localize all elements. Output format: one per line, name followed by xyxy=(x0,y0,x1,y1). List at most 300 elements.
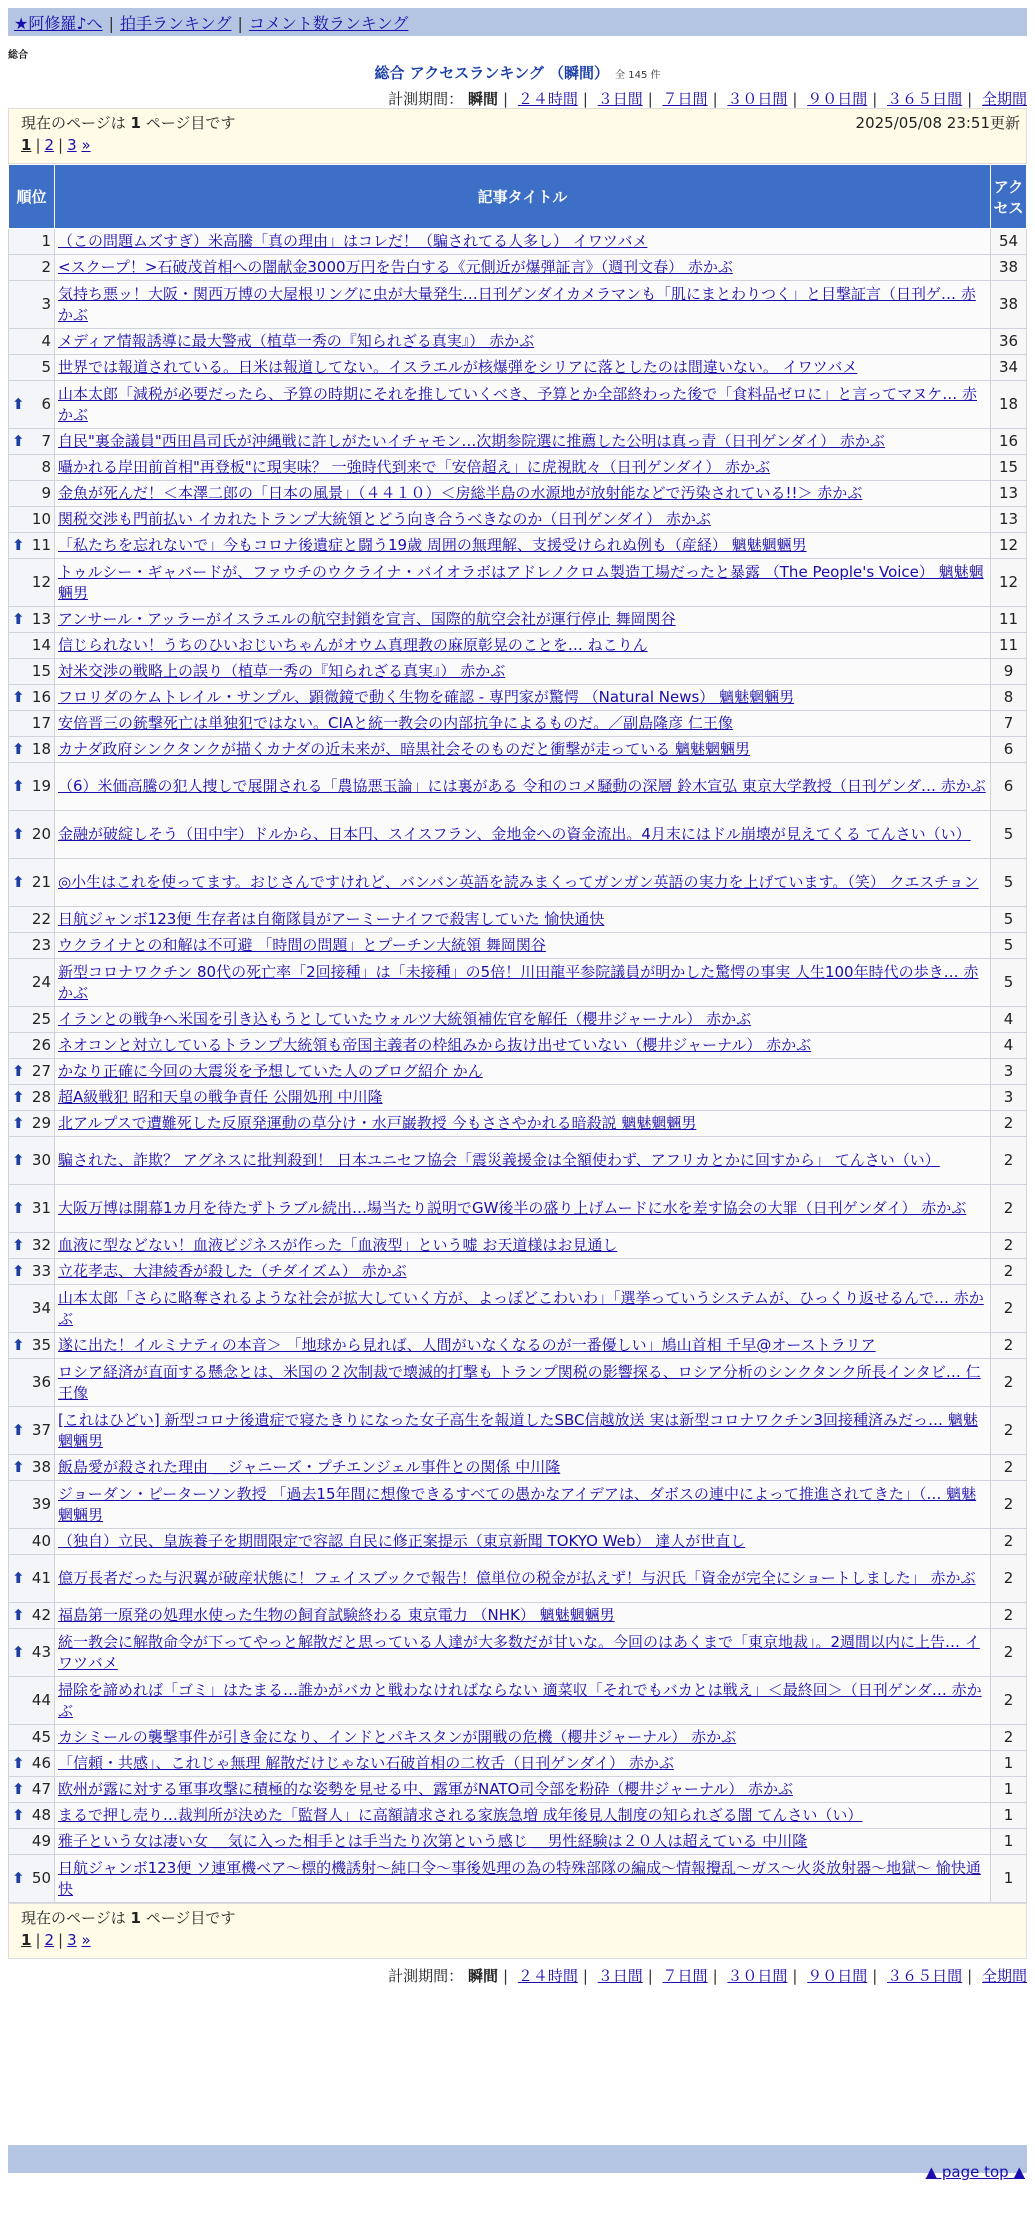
access-count: 2 xyxy=(991,1333,1027,1359)
rank-number: 42 xyxy=(31,1606,51,1624)
table-row xyxy=(9,711,1027,737)
article-title-link[interactable]: 気持ち悪ッ！大阪・関西万博の大屋根リングに虫が大量発生…日刊ゲンダイカメラマンも「肌にまとわりつく」と目撃証言（日刊ゲ… 赤かぶ xyxy=(58,284,976,324)
rank-cell xyxy=(9,1007,55,1033)
table-row xyxy=(9,229,1027,255)
article-title-link[interactable]: まるで押し売り…裁判所が決めた「監督人」に高額請求される家族急増 成年後見人制度の知られざる闇 てんさい（い） xyxy=(58,1806,863,1824)
access-count: 3 xyxy=(991,1085,1027,1111)
title-cell xyxy=(55,859,991,907)
table-row xyxy=(9,1007,1027,1033)
rank-cell xyxy=(9,659,55,685)
rank-number: 49 xyxy=(31,1832,51,1850)
nav-clap-ranking-link[interactable]: 拍手ランキング xyxy=(119,14,232,33)
nav-asyura-link[interactable]: ★阿修羅♪へ xyxy=(14,14,103,33)
table-row xyxy=(9,1725,1027,1751)
table-row xyxy=(9,1285,1027,1333)
access-count: 5 xyxy=(991,959,1027,1007)
article-title-link[interactable]: 「私たちを忘れないで」今もコロナ後遺症と闘う19歳 周囲の無理解、支援受けられぬ例も（産経） 魑魅魍魎男 xyxy=(58,536,807,554)
title-cell xyxy=(55,1233,991,1259)
title-cell xyxy=(55,1007,991,1033)
article-title-link[interactable]: かなり正確に今回の大震災を予想していた人のブログ紹介 かん xyxy=(58,1062,483,1080)
title-cell xyxy=(55,1803,991,1829)
rank-number: 36 xyxy=(31,1373,51,1391)
article-title-link[interactable]: 飯島愛が殺された理由 ＿ジャニーズ・プチエンジェル事件との関係 中川隆 xyxy=(58,1458,561,1476)
article-title-link[interactable]: 北アルプスで遭難死した反原発運動の草分け・水戸巌教授 今もささやかれる暗殺説 魑魅魍魎男 xyxy=(58,1114,697,1132)
rank-number: 38 xyxy=(31,1458,51,1476)
rank-number: 23 xyxy=(31,936,51,954)
rank-up-arrow-icon: ⬆ xyxy=(12,1458,25,1476)
table-row xyxy=(9,381,1027,429)
article-title-link[interactable]: 立花孝志、大津綾香が殺した（チダイズム） 赤かぶ xyxy=(58,1262,407,1280)
article-title-link[interactable]: 山本太郎「さらに略奪されるような社会が拡大していく方が、よっぽどこわいわ」「選挙っていうシステムが、ひっくり返せるんで… 赤かぶ xyxy=(58,1288,984,1328)
table-row xyxy=(9,959,1027,1007)
title-cell xyxy=(55,1059,991,1085)
access-count: 2 xyxy=(991,1407,1027,1455)
rank-number: 21 xyxy=(31,873,51,891)
rank-cell xyxy=(9,1777,55,1803)
title-cell xyxy=(55,329,991,355)
title-cell xyxy=(55,1629,991,1677)
article-title-link[interactable]: フロリダのケムトレイル・サンプル、顕微鏡で動く生物を確認 - 専門家が驚愕 （Natural News） 魑魅魍魎男 xyxy=(58,688,795,706)
access-count: 13 xyxy=(991,507,1027,533)
rank-number: 8 xyxy=(41,458,51,476)
access-count: 2 xyxy=(991,1185,1027,1233)
ranking-title: 総合 アクセスランキング （瞬間） xyxy=(374,64,610,82)
article-title-link[interactable]: アンサール・アッラーがイスラエルの航空封鎖を宣言、国際的航空会社が運行停止 舞岡関谷 xyxy=(58,610,676,628)
table-row xyxy=(9,1629,1027,1677)
rank-number: 17 xyxy=(31,714,51,732)
title-cell xyxy=(55,1455,991,1481)
title-cell xyxy=(55,1259,991,1285)
rank-number: 31 xyxy=(31,1199,51,1217)
access-count: 6 xyxy=(991,763,1027,811)
title-cell xyxy=(55,1185,991,1233)
access-count: 5 xyxy=(991,907,1027,933)
title-cell xyxy=(55,1137,991,1185)
rank-cell xyxy=(9,1185,55,1233)
access-count: 36 xyxy=(991,329,1027,355)
access-count: 2 xyxy=(991,1677,1027,1725)
period-365d-link[interactable]: ３６５日間 xyxy=(887,90,963,108)
period-all-link[interactable]: 全期間 xyxy=(981,90,1027,108)
rank-cell xyxy=(9,1233,55,1259)
title-cell xyxy=(55,811,991,859)
rank-up-arrow-icon: ⬆ xyxy=(12,1643,25,1661)
pager-page-2-bottom[interactable]: 2 xyxy=(44,1931,55,1949)
access-count: 13 xyxy=(991,481,1027,507)
rank-number: 7 xyxy=(41,432,51,450)
rank-number: 46 xyxy=(31,1754,51,1772)
rank-number: 25 xyxy=(31,1010,51,1028)
rank-up-arrow-icon: ⬆ xyxy=(12,1236,25,1254)
title-cell xyxy=(55,1333,991,1359)
table-row xyxy=(9,1033,1027,1059)
rank-number: 50 xyxy=(31,1869,51,1887)
article-title-link[interactable]: ウクライナとの和解は不可避 「時間の問題」とプーチン大統領 舞岡関谷 xyxy=(58,936,546,954)
period-current: 瞬間 xyxy=(467,90,498,108)
article-title-link[interactable]: 掃除を諦めれば「ゴミ」はたまる…誰かがバカと戦わなければならない 適菜収「それでもバカとは戦え」＜最終回＞（日刊ゲンダ… 赤かぶ xyxy=(58,1680,982,1720)
article-title-link[interactable]: 超A級戦犯 昭和天皇の戦争責任 公開処刑 中川隆 xyxy=(58,1088,383,1106)
rank-number: 32 xyxy=(31,1236,51,1254)
period-3d-link[interactable]: ３日間 xyxy=(597,90,643,108)
rank-cell xyxy=(9,933,55,959)
rank-up-arrow-icon: ⬆ xyxy=(12,1754,25,1772)
article-title-link[interactable]: <スクープ！>石破茂首相への闇献金3000万円を告白する《元側近が爆弾証言》（週刊文春） 赤かぶ xyxy=(58,258,733,276)
article-title-link[interactable]: 安倍晋三の銃撃死亡は単独犯ではない。CIAと統一教会の内部抗争によるものだ。／副島隆彦 仁王像 xyxy=(58,714,733,732)
article-title-link[interactable]: 新型コロナワクチン 80代の死亡率「2回接種」は「未接種」の5倍！川田龍平参院議員が明かした驚愕の事実 人生100年時代の歩き… 赤かぶ xyxy=(58,962,979,1002)
title-cell xyxy=(55,1829,991,1855)
rank-cell xyxy=(9,859,55,907)
rank-number: 39 xyxy=(31,1495,51,1513)
rank-cell xyxy=(9,1407,55,1455)
table-row xyxy=(9,1555,1027,1603)
article-title-link[interactable]: 雅子という女は凄い女 ＿気に入った相手とは手当たり次第という感じ ＿男性経験は２０人は超えている 中川隆 xyxy=(58,1832,808,1850)
title-cell xyxy=(55,1481,991,1529)
access-count: 38 xyxy=(991,255,1027,281)
rank-up-arrow-icon: ⬆ xyxy=(12,1199,25,1217)
rank-up-arrow-icon: ⬆ xyxy=(12,1336,25,1354)
rank-up-arrow-icon: ⬆ xyxy=(12,1421,25,1439)
rank-cell xyxy=(9,1033,55,1059)
rank-number: 16 xyxy=(31,688,51,706)
rank-cell xyxy=(9,737,55,763)
table-row xyxy=(9,607,1027,633)
col-title-header: 記事タイトル xyxy=(55,165,991,229)
rank-cell xyxy=(9,429,55,455)
table-row xyxy=(9,633,1027,659)
access-count: 5 xyxy=(991,933,1027,959)
rank-number: 13 xyxy=(31,610,51,628)
rank-number: 40 xyxy=(31,1532,51,1550)
access-count: 2 xyxy=(991,1259,1027,1285)
access-count: 2 xyxy=(991,1481,1027,1529)
table-row xyxy=(9,1829,1027,1855)
access-count: 4 xyxy=(991,1033,1027,1059)
title-cell xyxy=(55,229,991,255)
rank-number: 28 xyxy=(31,1088,51,1106)
rank-cell xyxy=(9,811,55,859)
pager-top: 1 | 2 | 3 » xyxy=(21,136,91,154)
article-title-link[interactable]: （6）米価高騰の犯人捜しで展開される「農協悪玉論」には裏がある 令和のコメ騒動の深層 鈴木宣弘 東京大学教授（日刊ゲンダ… 赤かぶ xyxy=(58,777,986,795)
period-30d-link[interactable]: ３０日間 xyxy=(727,90,788,108)
rank-number: 6 xyxy=(41,395,51,413)
table-row xyxy=(9,1677,1027,1725)
access-count: 2 xyxy=(991,1603,1027,1629)
access-count: 12 xyxy=(991,559,1027,607)
title-cell xyxy=(55,763,991,811)
article-title-link[interactable]: カナダ政府シンクタンクが描くカナダの近未来が、暗黒社会そのものだと衝撃が走っている 魑魅魍魎男 xyxy=(58,740,750,758)
title-cell xyxy=(55,481,991,507)
rank-number: 27 xyxy=(31,1062,51,1080)
table-row xyxy=(9,685,1027,711)
rank-number: 14 xyxy=(31,636,51,654)
table-row xyxy=(9,1137,1027,1185)
article-title-link[interactable]: 騙された、詐欺？ アグネスに批判殺到！ 日本ユニセフ協会「震災義援金は全額使わず、アフリカとかに回すから」 てんさい（い） xyxy=(58,1151,940,1169)
rank-number: 35 xyxy=(31,1336,51,1354)
table-row xyxy=(9,1333,1027,1359)
rank-number: 12 xyxy=(31,573,51,591)
rank-number: 26 xyxy=(31,1036,51,1054)
rank-cell xyxy=(9,1529,55,1555)
rank-cell xyxy=(9,1137,55,1185)
article-title-link[interactable]: ネオコンと対立しているトランプ大統領も帝国主義者の枠組みから抜け出せていない（櫻井ジャーナル） 赤かぶ xyxy=(58,1036,812,1054)
title-cell xyxy=(55,1359,991,1407)
period-90d-link[interactable]: ９０日間 xyxy=(807,90,868,108)
rank-up-arrow-icon: ⬆ xyxy=(12,873,25,891)
title-cell xyxy=(55,1555,991,1603)
rank-number: 18 xyxy=(31,740,51,758)
article-title-link[interactable]: 福島第一原発の処理水使った生物の飼育試験終わる 東京電力 （NHK） 魑魅魍魎男 xyxy=(58,1606,615,1624)
table-row xyxy=(9,429,1027,455)
title-cell xyxy=(55,559,991,607)
article-title-link[interactable]: 囁かれる岸田前首相"再登板"に現実味？ 一強時代到来で「安倍超え」に虎視眈々（日刊ゲンダイ） 赤かぶ xyxy=(58,458,771,476)
table-row xyxy=(9,507,1027,533)
title-cell xyxy=(55,455,991,481)
rank-up-arrow-icon: ⬆ xyxy=(12,1151,25,1169)
table-row xyxy=(9,1803,1027,1829)
table-row xyxy=(9,559,1027,607)
rank-cell xyxy=(9,1481,55,1529)
table-row xyxy=(9,1407,1027,1455)
article-title-link[interactable]: 統一教会に解散命令が下ってやっと解散だと思っている人達が大多数だが甘いな。今回のはあくまで「東京地裁」。2週間以内に上告… イワツバメ xyxy=(58,1632,980,1672)
title-cell xyxy=(55,1677,991,1725)
access-count: 11 xyxy=(991,633,1027,659)
access-count: 8 xyxy=(991,685,1027,711)
page-top-link[interactable]: ▲ page top ▲ xyxy=(925,2163,1025,2181)
article-title-link[interactable]: 日航ジャンボ123便 生存者は自衛隊員がアーミーナイフで殺害していた 愉快通快 xyxy=(58,910,605,928)
title-cell xyxy=(55,659,991,685)
article-title-link[interactable]: （この問題ムズすぎ）米高騰「真の理由」はコレだ！（騙されてる人多し） イワツバメ xyxy=(58,232,648,250)
rank-cell xyxy=(9,763,55,811)
table-row xyxy=(9,255,1027,281)
rank-cell xyxy=(9,1603,55,1629)
title-cell xyxy=(55,1529,991,1555)
article-title-link[interactable]: 世界では報道されている。日米は報道してない。イスラエルが核爆弾をシリアに落としたのは間違いない。 イワツバメ xyxy=(58,358,858,376)
rank-cell xyxy=(9,1855,55,1903)
rank-cell xyxy=(9,1829,55,1855)
rank-cell xyxy=(9,1359,55,1407)
article-title-link[interactable]: 「信頼・共感」、これじゃ無理 解散だけじゃない石破首相の二枚舌（日刊ゲンダイ） 赤かぶ xyxy=(58,1754,674,1772)
article-title-link[interactable]: 血液に型などない！血液ビジネスが作った「血液型」という嘘 お天道様はお見通し xyxy=(58,1236,618,1254)
pager-page-3-bottom[interactable]: 3 xyxy=(67,1931,77,1949)
rank-cell xyxy=(9,1725,55,1751)
rank-number: 30 xyxy=(31,1151,51,1169)
rank-number: 5 xyxy=(41,358,51,376)
rank-cell xyxy=(9,1085,55,1111)
pager-page-2[interactable]: 2 xyxy=(44,136,55,154)
rank-up-arrow-icon: ⬆ xyxy=(12,1114,25,1132)
access-count: 4 xyxy=(991,1007,1027,1033)
access-count: 5 xyxy=(991,859,1027,907)
access-count: 1 xyxy=(991,1855,1027,1903)
access-count: 15 xyxy=(991,455,1027,481)
updated-timestamp: 2025/05/08 23:51更新 xyxy=(855,114,1020,132)
article-title-link[interactable]: 山本太郎「減税が必要だったら、予算の時期にそれを推していくべき、予算とか全部終わった後で「食料品ゼロに」と言ってマヌケ… 赤かぶ xyxy=(58,384,978,424)
title-cell xyxy=(55,1725,991,1751)
col-access-header: アクセス xyxy=(991,165,1027,229)
page-info-top: 現在のページは 1 ページ目です 2025/05/08 23:51更新 1 | 2 | 3 » xyxy=(8,108,1027,164)
rank-cell xyxy=(9,1555,55,1603)
rank-cell xyxy=(9,607,55,633)
rank-up-arrow-icon: ⬆ xyxy=(12,825,25,843)
rank-cell xyxy=(9,959,55,1007)
rank-cell xyxy=(9,1059,55,1085)
title-cell xyxy=(55,1285,991,1333)
table-row xyxy=(9,1529,1027,1555)
rank-cell xyxy=(9,711,55,737)
title-cell xyxy=(55,907,991,933)
rank-number: 48 xyxy=(31,1806,51,1824)
title-cell xyxy=(55,1111,991,1137)
table-row xyxy=(9,329,1027,355)
rank-number: 11 xyxy=(31,536,51,554)
title-cell xyxy=(55,1407,991,1455)
table-row xyxy=(9,1481,1027,1529)
rank-number: 24 xyxy=(31,973,51,991)
article-title-link[interactable]: [これはひどい] 新型コロナ後遺症で寝たきりになった女子高生を報道したSBC信越放送 実は新型コロナワクチン3回接種済みだっ… 魑魅魍魎男 xyxy=(58,1410,978,1450)
rank-up-arrow-icon: ⬆ xyxy=(12,1062,25,1080)
pager-next[interactable]: » xyxy=(81,136,91,154)
pager-next-bottom[interactable]: » xyxy=(81,1931,91,1949)
rank-cell xyxy=(9,1751,55,1777)
rank-number: 15 xyxy=(31,662,51,680)
rank-cell xyxy=(9,229,55,255)
rank-number: 4 xyxy=(41,332,51,350)
rank-cell xyxy=(9,455,55,481)
rank-cell xyxy=(9,355,55,381)
rank-number: 44 xyxy=(31,1691,51,1709)
article-title-link[interactable]: 金融が破綻しそう（田中宇）ドルから、日本円、スイスフラン、金地金への資金流出。4月末にはドル崩壊が見えてくる てんさい（い） xyxy=(58,825,971,843)
rank-number: 34 xyxy=(31,1299,51,1317)
category-label: 総合 xyxy=(8,50,28,61)
period-selector-bottom: 計測期間： 瞬間 | ２４時間 | ３日間 | ７日間 | ３０日間 | ９０日間 | ３６５日間 | 全期間 xyxy=(388,1967,1027,1985)
article-title-link[interactable]: トゥルシー・ギャバードが、ファウチのウクライナ・バイオラボはアドレノクロム製造工場だったと暴露 （The People's Voice） 魑魅魍魎男 xyxy=(58,562,984,602)
rank-up-arrow-icon: ⬆ xyxy=(12,740,25,758)
title-cell xyxy=(55,281,991,329)
rank-cell xyxy=(9,685,55,711)
article-title-link[interactable]: 関税交渉も門前払い イカれたトランプ大統領とどう向き合うべきなのか（日刊ゲンダイ） 赤かぶ xyxy=(58,510,711,528)
table-row xyxy=(9,763,1027,811)
article-title-link[interactable]: イランとの戦争へ米国を引き込もうとしていたウォルツ大統領補佐官を解任（櫻井ジャーナル） 赤かぶ xyxy=(58,1010,752,1028)
access-count: 11 xyxy=(991,607,1027,633)
table-row xyxy=(9,281,1027,329)
access-count: 2 xyxy=(991,1111,1027,1137)
title-cell xyxy=(55,737,991,763)
rank-number: 43 xyxy=(31,1643,51,1661)
access-count: 2 xyxy=(991,1137,1027,1185)
page-info-bottom: 現在のページは 1 ページ目です 1 | 2 | 3 » xyxy=(8,1903,1027,1959)
rank-number: 2 xyxy=(41,258,51,276)
table-row xyxy=(9,811,1027,859)
article-title-link[interactable]: 大阪万博は開幕1カ月を待たずトラブル続出…場当たり説明でGW後半の盛り上げムードに水を差す協会の大罪（日刊ゲンダイ） 赤かぶ xyxy=(58,1199,967,1217)
article-title-link[interactable]: 遂に出た！イルミナティの本音＞ 「地球から見れば、人間がいなくなるのが一番優しい」鳩山首相 千早@オーストラリア xyxy=(58,1336,876,1354)
rank-up-arrow-icon: ⬆ xyxy=(12,395,25,413)
table-row xyxy=(9,1777,1027,1803)
article-title-link[interactable]: 日航ジャンボ123便 ソ連軍機ベア～標的機誘射～純口令～事後処理の為の特殊部隊の編成～情報攪乱～ガス～火炎放射器～地獄～ 愉快通快 xyxy=(58,1858,981,1898)
rank-up-arrow-icon: ⬆ xyxy=(12,1869,25,1887)
rank-number: 47 xyxy=(31,1780,51,1798)
article-title-link[interactable]: 自民"裏金議員"西田昌司氏が沖縄戦に許しがたいイチャモン…次期参院選に推薦した公明は真っ青（日刊ゲンダイ） 赤かぶ xyxy=(58,432,885,450)
top-nav-bar: ★阿修羅♪へ | 拍手ランキング | コメント数ランキング xyxy=(8,8,1027,36)
title-cell xyxy=(55,1603,991,1629)
table-row xyxy=(9,1855,1027,1903)
article-title-link[interactable]: メディア情報誘導に最大警戒（植草一秀の『知られざる真実』） 赤かぶ xyxy=(58,332,535,350)
table-row xyxy=(9,859,1027,907)
table-row xyxy=(9,481,1027,507)
article-title-link[interactable]: 億万長者だった与沢翼が破産状態に！フェイスブックで報告！億単位の税金が払えず！与沢氏「資金が完全にショートしました」 赤かぶ xyxy=(58,1569,976,1587)
rank-number: 22 xyxy=(31,910,51,928)
title-cell xyxy=(55,1751,991,1777)
rank-number: 20 xyxy=(31,825,51,843)
table-row xyxy=(9,1085,1027,1111)
page-title xyxy=(0,62,1035,83)
period-7d-link[interactable]: ７日間 xyxy=(662,90,708,108)
pager-page-3[interactable]: 3 xyxy=(67,136,77,154)
rank-cell xyxy=(9,1333,55,1359)
rank-up-arrow-icon: ⬆ xyxy=(12,432,25,450)
article-title-link[interactable]: ◎小生はこれを使ってます。おじさんですけれど、バンバン英語を読みまくってガンガン英語の実力を上げています。（笑） クエスチョン xyxy=(58,873,979,891)
access-count: 2 xyxy=(991,1455,1027,1481)
title-cell xyxy=(55,711,991,737)
ranking-table xyxy=(8,164,1027,1903)
table-row xyxy=(9,1455,1027,1481)
article-title-link[interactable]: 金魚が死んだ！＜本澤二郎の「日本の風景」（４４１０）＜房総半島の水源地が放射能などで汚染されている!!＞ 赤かぶ xyxy=(58,484,863,502)
access-count: 1 xyxy=(991,1751,1027,1777)
nav-comment-ranking-link[interactable]: コメント数ランキング xyxy=(248,14,409,33)
rank-cell xyxy=(9,481,55,507)
article-title-link[interactable]: カシミールの襲撃事件が引き金になり、インドとパキスタンが開戦の危機（櫻井ジャーナル） 赤かぶ xyxy=(58,1728,737,1746)
pager-bottom: 1 | 2 | 3 » xyxy=(21,1931,91,1949)
rank-number: 1 xyxy=(41,232,51,250)
access-count: 16 xyxy=(991,429,1027,455)
access-count: 34 xyxy=(991,355,1027,381)
title-cell xyxy=(55,381,991,429)
access-count: 54 xyxy=(991,229,1027,255)
access-count: 5 xyxy=(991,811,1027,859)
article-title-link[interactable]: 信じられない！うちのひいおじいちゃんがオウム真理教の麻原彰晃のことを… ねこりん xyxy=(58,636,648,654)
rank-number: 41 xyxy=(31,1569,51,1587)
article-title-link[interactable]: ジョーダン・ピーターソン教授 「過去15年間に想像できるすべての愚かなアイデアは、ダボスの連中によって推進されてきた」（… 魑魅魍魎男 xyxy=(58,1484,977,1524)
access-count: 9 xyxy=(991,659,1027,685)
article-title-link[interactable]: 欧州が露に対する軍事攻撃に積極的な姿勢を見せる中、露軍がNATO司令部を粉砕（櫻井ジャーナル） 赤かぶ xyxy=(58,1780,794,1798)
pager-current: 1 xyxy=(21,136,32,154)
article-title-link[interactable]: 対米交渉の戦略上の誤り（植草一秀の『知られざる真実』） 赤かぶ xyxy=(58,662,506,680)
rank-up-arrow-icon: ⬆ xyxy=(12,536,25,554)
table-row xyxy=(9,737,1027,763)
access-count: 2 xyxy=(991,1359,1027,1407)
footer-bar xyxy=(8,2145,1027,2173)
rank-up-arrow-icon: ⬆ xyxy=(12,1569,25,1587)
rank-cell xyxy=(9,1677,55,1725)
table-row xyxy=(9,1751,1027,1777)
access-count: 2 xyxy=(991,1629,1027,1677)
period-24h-link[interactable]: ２４時間 xyxy=(517,90,578,108)
access-count: 38 xyxy=(991,281,1027,329)
article-title-link[interactable]: （独自）立民、皇族養子を期間限定で容認 自民に修正案提示（東京新聞 TOKYO Web） 達人が世直し xyxy=(58,1532,746,1550)
rank-up-arrow-icon: ⬆ xyxy=(12,688,25,706)
table-row xyxy=(9,907,1027,933)
access-count: 2 xyxy=(991,1233,1027,1259)
rank-cell xyxy=(9,633,55,659)
article-title-link[interactable]: ロシア経済が直面する懸念とは、米国の２次制裁で壊滅的打撃も トランプ関税の影響探る、ロシア分析のシンクタンク所長インタビ… 仁王像 xyxy=(58,1362,981,1402)
title-cell xyxy=(55,1033,991,1059)
rank-number: 3 xyxy=(41,295,51,313)
rank-up-arrow-icon: ⬆ xyxy=(12,610,25,628)
table-row xyxy=(9,1185,1027,1233)
title-cell xyxy=(55,1085,991,1111)
rank-cell xyxy=(9,329,55,355)
table-row xyxy=(9,1259,1027,1285)
title-cell xyxy=(55,355,991,381)
